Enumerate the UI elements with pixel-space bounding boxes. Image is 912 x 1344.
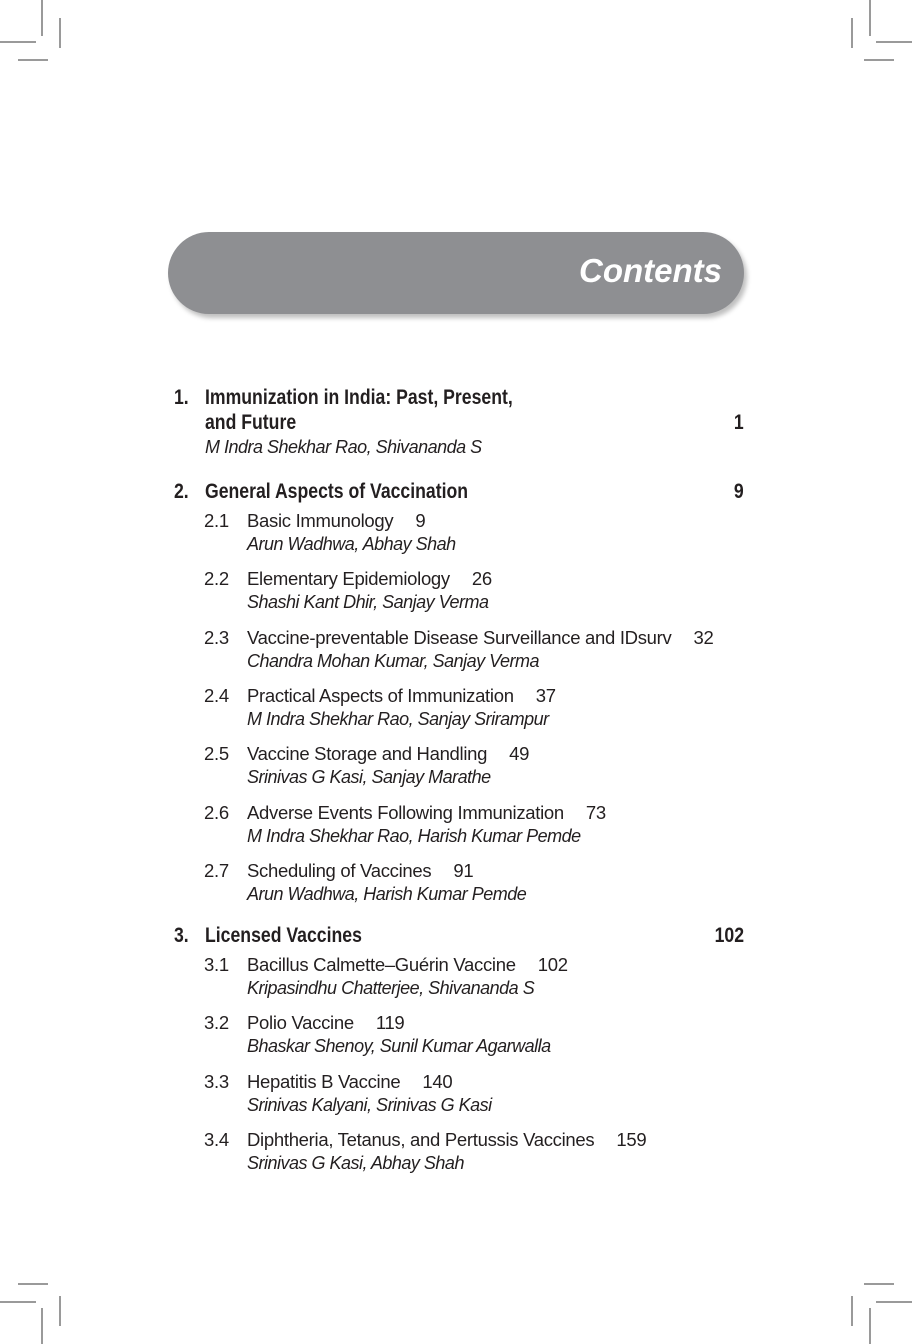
section-authors: Shashi Kant Dhir, Sanjay Verma (247, 592, 489, 613)
chapter-title[interactable]: Immunization in India: Past, Present, (205, 386, 513, 409)
section-title[interactable]: Adverse Events Following Immunization (247, 801, 564, 823)
section-title[interactable]: Vaccine-preventable Disease Surveillance and IDsurv (247, 626, 672, 648)
section-entry[interactable] (247, 860, 473, 882)
crop-mark (0, 41, 36, 43)
crop-mark (41, 1308, 43, 1344)
section-page-number: 140 (422, 1070, 453, 1092)
section-entry[interactable] (247, 1012, 404, 1034)
section-page-number: 32 (693, 626, 714, 648)
section-number: 2.3 (204, 626, 229, 648)
section-page-number: 102 (537, 954, 568, 975)
section-number: 2.1 (204, 510, 229, 531)
section-page-number: 91 (453, 859, 474, 881)
section-page-number: 49 (509, 743, 530, 765)
section-number: 3.4 (204, 1128, 229, 1150)
section-title[interactable]: Practical Aspects of Immunization (247, 684, 514, 706)
section-number: 3.1 (204, 954, 229, 975)
section-number: 3.2 (204, 1012, 229, 1034)
section-entry[interactable] (247, 568, 492, 590)
section-page-number: 9 (415, 510, 426, 531)
section-authors: Arun Wadhwa, Harish Kumar Pemde (247, 883, 527, 904)
crop-mark (18, 1283, 48, 1285)
section-entry[interactable] (247, 510, 425, 532)
section-title[interactable]: Hepatitis B Vaccine (247, 1070, 401, 1092)
section-title[interactable]: Scheduling of Vaccines (247, 859, 432, 881)
section-page-number: 73 (585, 801, 606, 823)
chapter-number: 3. (174, 924, 189, 947)
crop-mark (876, 41, 912, 43)
chapter-title[interactable]: and Future (205, 411, 297, 434)
chapter-number: 2. (174, 480, 189, 503)
section-entry[interactable] (247, 1071, 452, 1093)
crop-mark (851, 1296, 853, 1326)
section-title[interactable]: Diphtheria, Tetanus, and Pertussis Vaccines (247, 1128, 595, 1150)
section-entry[interactable] (247, 743, 529, 765)
crop-mark (864, 59, 894, 61)
crop-mark (41, 0, 43, 36)
crop-mark (0, 1301, 36, 1303)
section-authors: Kripasindhu Chatterjee, Shivananda S (247, 978, 535, 998)
section-number: 2.6 (204, 801, 229, 823)
crop-mark (869, 0, 871, 36)
chapter-authors: M Indra Shekhar Rao, Shivananda S (205, 437, 482, 457)
crop-mark (59, 1296, 61, 1326)
section-page-number: 37 (535, 684, 556, 706)
section-title[interactable]: Vaccine Storage and Handling (247, 743, 488, 765)
section-title[interactable]: Basic Immunology (247, 510, 394, 531)
section-title[interactable]: Bacillus Calmette–Guérin Vaccine (247, 954, 516, 975)
section-number: 3.3 (204, 1070, 229, 1092)
section-entry[interactable] (247, 1129, 646, 1151)
section-entry[interactable] (247, 685, 556, 707)
crop-mark (18, 59, 48, 61)
section-title[interactable]: Polio Vaccine (247, 1012, 354, 1034)
section-authors: Srinivas G Kasi, Sanjay Marathe (247, 767, 491, 788)
section-entry[interactable] (247, 954, 568, 976)
section-authors: M Indra Shekhar Rao, Sanjay Srirampur (247, 708, 549, 729)
chapter-number: 1. (174, 386, 189, 409)
chapter-page-number: 9 (734, 480, 744, 503)
section-page-number: 119 (375, 1012, 405, 1034)
section-authors: Chandra Mohan Kumar, Sanjay Verma (247, 650, 539, 671)
section-number: 2.4 (204, 684, 229, 706)
contents-banner (168, 232, 744, 314)
crop-mark (876, 1301, 912, 1303)
crop-mark (851, 18, 853, 48)
section-page-number: 159 (616, 1128, 647, 1150)
section-entry[interactable] (247, 802, 606, 824)
section-authors: Srinivas Kalyani, Srinivas G Kasi (247, 1094, 492, 1115)
section-page-number: 26 (471, 568, 492, 590)
chapter-page-number: 102 (714, 924, 744, 947)
crop-mark (869, 1308, 871, 1344)
chapter-page-number: 1 (734, 411, 744, 434)
chapter-title[interactable]: Licensed Vaccines (205, 924, 362, 947)
section-title[interactable]: Elementary Epidemiology (247, 568, 450, 590)
section-authors: Bhaskar Shenoy, Sunil Kumar Agarwalla (247, 1036, 551, 1057)
section-number: 2.5 (204, 743, 229, 765)
section-entry[interactable] (247, 627, 713, 649)
section-authors: Arun Wadhwa, Abhay Shah (247, 534, 456, 554)
section-number: 2.7 (204, 859, 229, 881)
page-title: Contents (579, 252, 722, 289)
section-authors: M Indra Shekhar Rao, Harish Kumar Pemde (247, 825, 581, 846)
crop-mark (864, 1283, 894, 1285)
crop-mark (59, 18, 61, 48)
chapter-title[interactable]: General Aspects of Vaccination (205, 480, 469, 503)
section-number: 2.2 (204, 568, 229, 590)
section-authors: Srinivas G Kasi, Abhay Shah (247, 1152, 464, 1173)
